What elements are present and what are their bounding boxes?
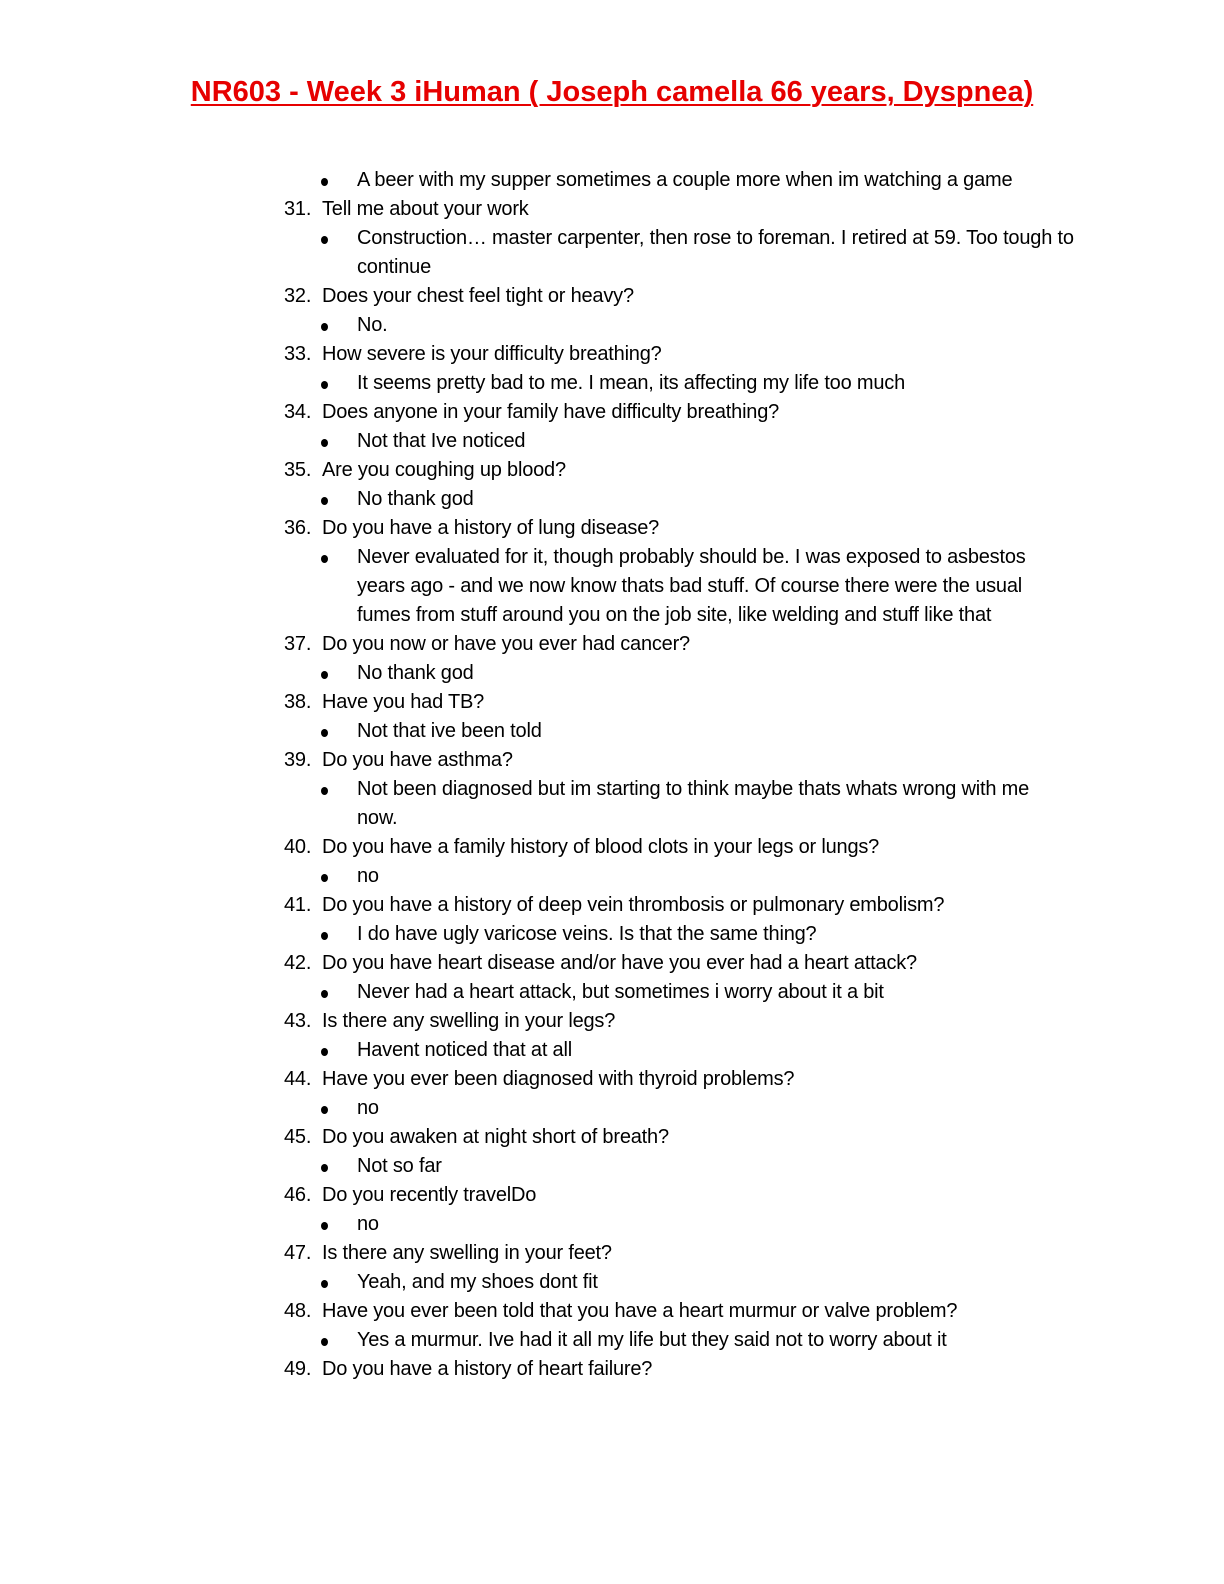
question-number: 48. — [284, 1300, 312, 1322]
answer-item — [0, 1152, 1224, 1181]
question-text: Does your chest feel tight or heavy? — [322, 285, 634, 307]
bullet-icon — [321, 787, 328, 795]
bullet-icon — [321, 1338, 328, 1346]
question-item — [0, 514, 1224, 543]
answer-item — [0, 485, 1224, 514]
bullet-icon — [321, 932, 328, 940]
question-number: 47. — [284, 1242, 312, 1264]
bullet-icon — [321, 1106, 328, 1114]
question-text: Have you ever been diagnosed with thyroid problems? — [322, 1068, 795, 1090]
answer-item — [0, 543, 1224, 630]
question-list — [0, 166, 1224, 1384]
question-number: 43. — [284, 1010, 312, 1032]
question-text: Have you had TB? — [322, 691, 485, 713]
answer-text: Not that Ive noticed — [357, 430, 526, 452]
bullet-icon — [321, 729, 328, 737]
answer-text: Yes a murmur. Ive had it all my life but they said not to worry about it — [357, 1329, 947, 1351]
question-text: Have you ever been told that you have a heart murmur or valve problem? — [322, 1300, 958, 1322]
answer-item — [0, 311, 1224, 340]
bullet-icon — [321, 381, 328, 389]
question-number: 31. — [284, 198, 312, 220]
answer-item — [0, 1268, 1224, 1297]
question-text: Do you recently travelDo — [322, 1184, 537, 1206]
question-item — [0, 1297, 1224, 1326]
answer-text: A beer with my supper sometimes a couple more when im watching a game — [357, 169, 1013, 191]
question-item — [0, 282, 1224, 311]
question-number: 45. — [284, 1126, 312, 1148]
question-item — [0, 340, 1224, 369]
question-text: Do you have a history of lung disease? — [322, 517, 660, 539]
answer-item — [0, 1036, 1224, 1065]
answer-text: No thank god — [357, 662, 474, 684]
answer-item — [0, 775, 1224, 833]
answer-item — [0, 659, 1224, 688]
answer-item — [0, 920, 1224, 949]
question-text: Do you have asthma? — [322, 749, 513, 771]
question-item — [0, 195, 1224, 224]
bullet-icon — [321, 874, 328, 882]
question-number: 40. — [284, 836, 312, 858]
answer-text: Construction… master carpenter, then rose to foreman. I retired at 59. Too tough to continue — [357, 227, 1074, 278]
question-item — [0, 398, 1224, 427]
answer-text: no — [357, 1097, 379, 1119]
question-number: 44. — [284, 1068, 312, 1090]
bullet-icon — [321, 555, 328, 563]
answer-item — [0, 862, 1224, 891]
question-number: 39. — [284, 749, 312, 771]
question-text: Do you awaken at night short of breath? — [322, 1126, 669, 1148]
answer-text: Not that ive been told — [357, 720, 542, 742]
bullet-icon — [321, 178, 328, 186]
question-text: Do you have a history of heart failure? — [322, 1358, 653, 1380]
answer-item — [0, 717, 1224, 746]
question-item — [0, 1065, 1224, 1094]
bullet-icon — [321, 671, 328, 679]
answer-text: Not so far — [357, 1155, 442, 1177]
answer-text: No. — [357, 314, 388, 336]
question-text: Tell me about your work — [322, 198, 529, 220]
bullet-icon — [321, 1048, 328, 1056]
question-text: Do you have a family history of blood clots in your legs or lungs? — [322, 836, 880, 858]
question-number: 42. — [284, 952, 312, 974]
question-item — [0, 1181, 1224, 1210]
question-text: Does anyone in your family have difficulty breathing? — [322, 401, 780, 423]
answer-text: Never evaluated for it, though probably should be. I was exposed to asbestos years ago - and we now know thats bad stuff. Of course there were the usual fumes from stuff around you on the job site, like welding and stuff like that — [357, 546, 1026, 626]
answer-item — [0, 224, 1224, 282]
bullet-icon — [321, 1164, 328, 1172]
answer-item — [0, 369, 1224, 398]
answer-text: Havent noticed that at all — [357, 1039, 572, 1061]
answer-text: Never had a heart attack, but sometimes i worry about it a bit — [357, 981, 884, 1003]
question-text: Is there any swelling in your feet? — [322, 1242, 612, 1264]
answer-item — [0, 978, 1224, 1007]
question-number: 35. — [284, 459, 312, 481]
question-item — [0, 688, 1224, 717]
question-text: Do you have a history of deep vein thrombosis or pulmonary embolism? — [322, 894, 945, 916]
question-item — [0, 891, 1224, 920]
bullet-icon — [321, 990, 328, 998]
answer-item — [0, 1210, 1224, 1239]
bullet-icon — [321, 1280, 328, 1288]
question-item — [0, 949, 1224, 978]
answer-text: Yeah, and my shoes dont fit — [357, 1271, 598, 1293]
question-item — [0, 1007, 1224, 1036]
bullet-icon — [321, 323, 328, 331]
question-item — [0, 456, 1224, 485]
question-number: 36. — [284, 517, 312, 539]
answer-item — [0, 166, 1224, 195]
answer-item — [0, 1094, 1224, 1123]
question-number: 33. — [284, 343, 312, 365]
answer-text: I do have ugly varicose veins. Is that the same thing? — [357, 923, 817, 945]
bullet-icon — [321, 1222, 328, 1230]
answer-text: No thank god — [357, 488, 474, 510]
bullet-icon — [321, 439, 328, 447]
page-title: NR603 - Week 3 iHuman ( Joseph camella 66 years, Dyspnea) — [190, 76, 1034, 108]
question-text: How severe is your difficulty breathing? — [322, 343, 662, 365]
answer-item — [0, 1326, 1224, 1355]
question-text: Is there any swelling in your legs? — [322, 1010, 616, 1032]
answer-text: Not been diagnosed but im starting to think maybe thats whats wrong with me now. — [357, 778, 1030, 829]
answer-item — [0, 427, 1224, 456]
question-item — [0, 833, 1224, 862]
bullet-icon — [321, 497, 328, 505]
question-item — [0, 746, 1224, 775]
answer-text: It seems pretty bad to me. I mean, its affecting my life too much — [357, 372, 905, 394]
question-item — [0, 1123, 1224, 1152]
bullet-icon — [321, 236, 328, 244]
question-number: 37. — [284, 633, 312, 655]
question-number: 34. — [284, 401, 312, 423]
question-number: 46. — [284, 1184, 312, 1206]
question-number: 49. — [284, 1358, 312, 1380]
question-text: Do you now or have you ever had cancer? — [322, 633, 690, 655]
question-item — [0, 630, 1224, 659]
question-item — [0, 1355, 1224, 1384]
question-number: 41. — [284, 894, 312, 916]
question-text: Are you coughing up blood? — [322, 459, 566, 481]
question-text: Do you have heart disease and/or have you ever had a heart attack? — [322, 952, 917, 974]
question-number: 32. — [284, 285, 312, 307]
answer-text: no — [357, 1213, 379, 1235]
question-number: 38. — [284, 691, 312, 713]
question-item — [0, 1239, 1224, 1268]
answer-text: no — [357, 865, 379, 887]
